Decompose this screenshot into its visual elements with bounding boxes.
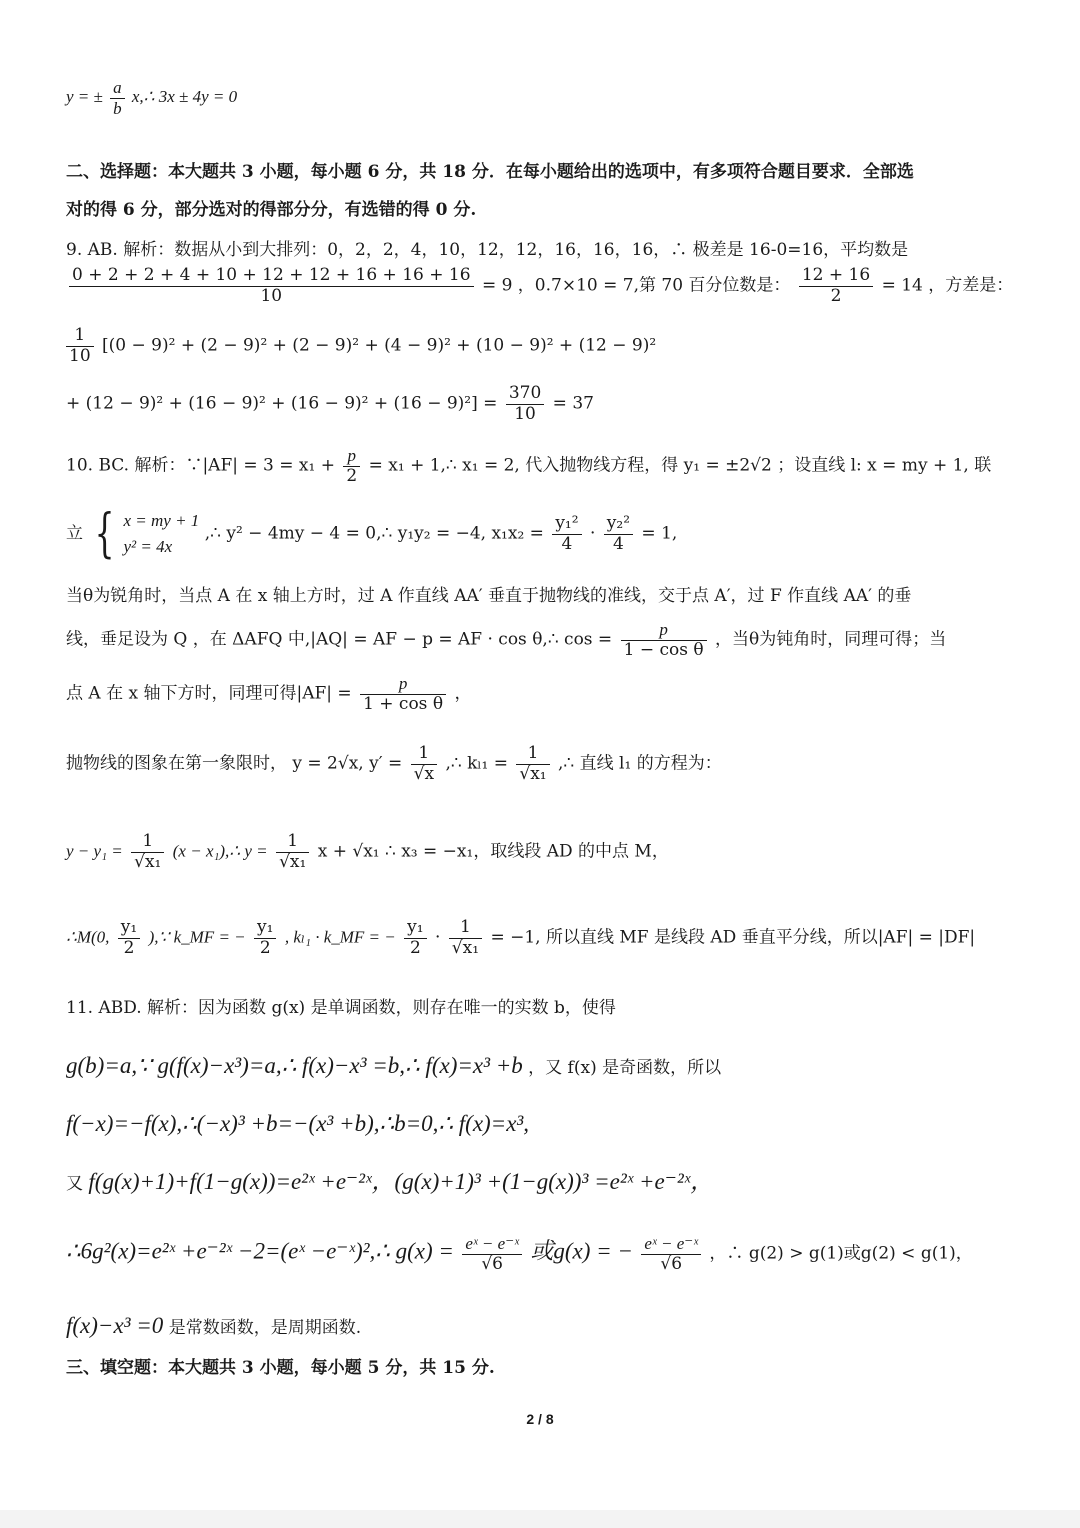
variance-terms-1: [(0 − 9)² + (2 − 9)² + (2 − 9)² + (4 − 9)² + (10 − 9)² + (12 − 9)² <box>102 335 657 356</box>
fraction-denominator: √x₁ <box>519 763 547 784</box>
fraction-numerator: p <box>621 620 707 641</box>
section-3-heading: 三、填空题：本大题共 3 小题，每小题 5 分，共 15 分. <box>66 1358 495 1378</box>
fraction-numerator: y₁ <box>118 918 140 939</box>
midpoint-text-b: ),∵ k_MF = − <box>148 927 246 947</box>
fraction-denominator: √x₁ <box>134 851 162 872</box>
theta3-text-b: ， <box>454 683 472 704</box>
percentile-fraction <box>799 266 873 306</box>
q11-line3 <box>66 1112 1014 1138</box>
fraction-denominator: 2 <box>409 937 421 958</box>
midpoint-fraction-2 <box>254 918 276 958</box>
fraction-denominator: b <box>113 98 122 118</box>
fraction-denominator: 2 <box>259 937 271 958</box>
q11-equation-3: f(−x)=−f(x),∴(−x)³ +b=−(x³ +b),∴b=0,∴ f(x)=x³, <box>66 1111 530 1136</box>
q9-answer-line: 9. AB. 解析：数据从小到大排列：0，2，2，4，10，12，12，16，16，16，∴ 极差是 16-0=16，平均数是 <box>66 240 909 260</box>
midpoint-text-a: ∴M(0, <box>66 927 110 947</box>
parabola-text-a: 抛物线的图象在第一象限时， y = 2√x, y′ = <box>66 753 403 774</box>
fraction-numerator: p <box>360 674 446 695</box>
system-tail-b: = 1, <box>641 523 678 544</box>
fraction-denominator: √x₁ <box>451 937 480 958</box>
fraction-numerator: y₁ <box>254 918 276 939</box>
midpoint-fraction-3 <box>404 918 426 958</box>
asymptote-rhs: x,∴ 3x ± 4y = 0 <box>131 86 238 106</box>
fraction-denominator: 2 <box>830 285 842 306</box>
g-fraction-1 <box>462 1234 522 1274</box>
cos-fraction <box>621 620 707 660</box>
q11-equation-6: f(x)−x³ =0 <box>66 1313 164 1338</box>
q9-variance-line1 <box>66 326 1014 366</box>
fraction-numerator: p <box>343 446 360 467</box>
q10-system-line: 立 { x = my + 1 y² = 4x ,∴ y² − 4my − 4 = 0,∴ y₁y₂ = −4, x₁x₂ = $\frac{\text{y₁²}}{4}$ · $\frac{\text{y₂²}}{4}$ = 1, <box>66 504 678 564</box>
fraction-numerator: 1 <box>411 744 437 765</box>
q10-theta-line3 <box>66 674 1014 714</box>
fraction-denominator: 10 <box>69 345 91 366</box>
theta-text-b: ，当θ为钝角时，同理可得；当 <box>715 629 947 650</box>
equation-system <box>88 504 200 564</box>
midpoint-text-c: , kₗ₁ · k_MF = − <box>284 927 396 947</box>
fraction-numerator: a <box>110 78 125 99</box>
variance-result-fraction <box>506 384 544 424</box>
slope-fraction <box>516 744 549 784</box>
tangent-text-a: y − y₁ = <box>66 841 123 861</box>
q11-equation-2: g(b)=a,∵ g(f(x)−x³)=a,∴ f(x)−x³ =b,∴ f(x)=x³ +b <box>66 1053 523 1078</box>
g-fraction-2 <box>641 1234 701 1274</box>
q10-answer-line <box>66 446 1014 486</box>
p-over-2-fraction <box>343 446 360 486</box>
q10-text-b: = x₁ + 1,∴ x₁ = 2, 代入抛物线方程，得 y₁ = ±2√2 ；设直线 l: x = my + 1, 联 <box>368 455 992 476</box>
fraction-denominator: 2 <box>123 937 135 958</box>
q10-text-a: 10. BC. 解析：∵|AF| = 3 = x₁ + <box>66 455 335 476</box>
system-lead: 立 <box>66 523 83 544</box>
fraction-numerator: 1 <box>516 744 549 765</box>
midpoint-fraction-1 <box>118 918 140 958</box>
fraction-numerator: 1 <box>131 832 164 853</box>
fraction-denominator: √6 <box>660 1253 683 1274</box>
q11-text-6: 是常数函数，是周期函数. <box>168 1318 362 1338</box>
q11-text-2: ，又 f(x) 是奇函数，所以 <box>528 1058 722 1078</box>
q9-mean-line <box>66 266 1014 306</box>
fraction-denominator: 1 + cos θ <box>363 693 444 714</box>
q10-parabola-line <box>66 744 1014 784</box>
q11-equation-4: f(g(x)+1)+f(1−g(x))=e²ˣ +e⁻²ˣ，(g(x)+1)³ +(1−g(x))³ =e²ˣ +e⁻²ˣ， <box>88 1169 714 1194</box>
theta-text-a: 线，垂足设为 Q ，在 ΔAFQ 中,|AQ| = AF − p = AF · cos θ,∴ cos = <box>66 629 613 650</box>
mean-result-text: = 9 ，0.7×10 = 7,第 70 百分位数是： <box>481 275 791 296</box>
fraction-numerator: y₂² <box>604 514 633 535</box>
midpoint-dot: · <box>434 927 441 948</box>
system-tail-a: ,∴ y² − 4my − 4 = 0,∴ y₁y₂ = −4, x₁x₂ = <box>204 523 544 544</box>
q11-line6 <box>66 1314 1014 1340</box>
page-number: 2 / 8 <box>526 1411 554 1427</box>
variance-lead-text: = 14 ，方差是： <box>881 275 1014 296</box>
fraction-denominator: 1 − cos θ <box>623 639 704 660</box>
system-row-2: y² = 4x <box>123 537 173 556</box>
q10-midpoint-line <box>66 918 1014 958</box>
fraction-denominator: √6 <box>481 1253 503 1274</box>
theta3-text-a: 点 A 在 x 轴下方时，同理可得|AF| = <box>66 683 352 704</box>
tangent-fraction-1 <box>131 832 164 872</box>
midpoint-text-e: = −1, 所以直线 MF 是线段 AD 垂直平分线，所以|AF| = |DF| <box>490 927 976 948</box>
q11-line4-lead: 又 <box>66 1174 83 1194</box>
fraction-numerator: y₁² <box>552 514 581 535</box>
system-row-1: x = my + 1 <box>123 511 200 530</box>
fraction-denominator: 4 <box>561 533 573 554</box>
fraction-denominator: 10 <box>514 403 536 424</box>
af-fraction <box>360 674 446 714</box>
fraction-numerator: eˣ − e⁻ˣ <box>641 1234 701 1255</box>
asymptote-lhs: y = ± <box>66 86 103 106</box>
fraction-numerator: 0 + 2 + 2 + 4 + 10 + 12 + 12 + 16 + 16 + 16 <box>69 266 474 287</box>
q11-line2 <box>66 1054 1014 1080</box>
q11-answer-line: 11. ABD. 解析：因为函数 g(x) 是单调函数，则存在唯一的实数 b，使得 <box>66 998 616 1018</box>
asymptote-fraction <box>110 78 125 118</box>
q10-theta-line1: 当θ为锐角时，当点 A 在 x 轴上方时，过 A 作直线 AA′ 垂直于抛物线的准线，交于点 A′，过 F 作直线 AA′ 的垂 <box>66 586 912 606</box>
fraction-numerator: 12 + 16 <box>799 266 873 287</box>
tangent-text-b: (x − x₁),∴ y = <box>172 841 268 861</box>
section-2-heading-line2: 对的得 6 分，部分选对的得部分分，有选错的得 0 分. <box>66 200 477 220</box>
q11-text-5c: ，∴ g(2) > g(1)或g(2) < g(1)， <box>709 1243 973 1264</box>
variance-factor-fraction <box>66 326 94 366</box>
derivative-fraction <box>411 744 437 784</box>
fraction-numerator: 1 <box>449 918 482 939</box>
q11-line4 <box>66 1170 1014 1196</box>
fraction-denominator: 10 <box>260 285 283 306</box>
fraction-denominator: √x <box>413 763 435 784</box>
y1-squared-fraction <box>552 514 581 554</box>
fraction-numerator: 1 <box>276 832 309 853</box>
tangent-fraction-2 <box>276 832 309 872</box>
variance-terms-2: + (12 − 9)² + (16 − 9)² + (16 − 9)² + (16 − 9)²] = <box>66 393 498 414</box>
mean-fraction <box>69 266 474 306</box>
fraction-denominator: √x₁ <box>279 851 307 872</box>
fraction-numerator: 370 <box>506 384 544 405</box>
parabola-text-b: ,∴ kₗ₁ = <box>445 753 508 774</box>
fraction-numerator: eˣ − e⁻ˣ <box>462 1234 522 1255</box>
left-brace-icon: { <box>95 504 115 564</box>
fraction-numerator: 1 <box>66 326 94 347</box>
q9-variance-line2 <box>66 384 1014 424</box>
section-2-heading-line1: 二、选择题：本大题共 3 小题，每小题 6 分，共 18 分．在每小题给出的选项中，有多项符合题目要求．全部选 <box>66 162 914 182</box>
midpoint-fraction-4 <box>449 918 482 958</box>
q11-equation-5a: ∴6g²(x)=e²ˣ +e⁻²ˣ −2=(eˣ −e⁻ˣ)²,∴ g(x) = <box>66 1238 454 1264</box>
bottom-edge <box>0 1510 1080 1528</box>
q11-line5 <box>66 1234 1014 1274</box>
variance-result-value: = 37 <box>552 393 594 414</box>
q10-theta-line2 <box>66 620 1014 660</box>
q11-equation-5b: 或g(x) = − <box>530 1238 633 1264</box>
tangent-text-c: x + √x₁ ∴ x₃ = −x₁，取线段 AD 的中点 M， <box>317 841 669 862</box>
asymptote-line <box>66 78 1014 118</box>
fraction-denominator: 4 <box>612 533 624 554</box>
q10-tangent-line <box>66 832 1014 872</box>
parabola-text-c: ,∴ 直线 l₁ 的方程为： <box>558 753 722 774</box>
fraction-numerator: y₁ <box>404 918 426 939</box>
y2-squared-fraction <box>604 514 633 554</box>
fraction-denominator: 2 <box>346 465 358 486</box>
